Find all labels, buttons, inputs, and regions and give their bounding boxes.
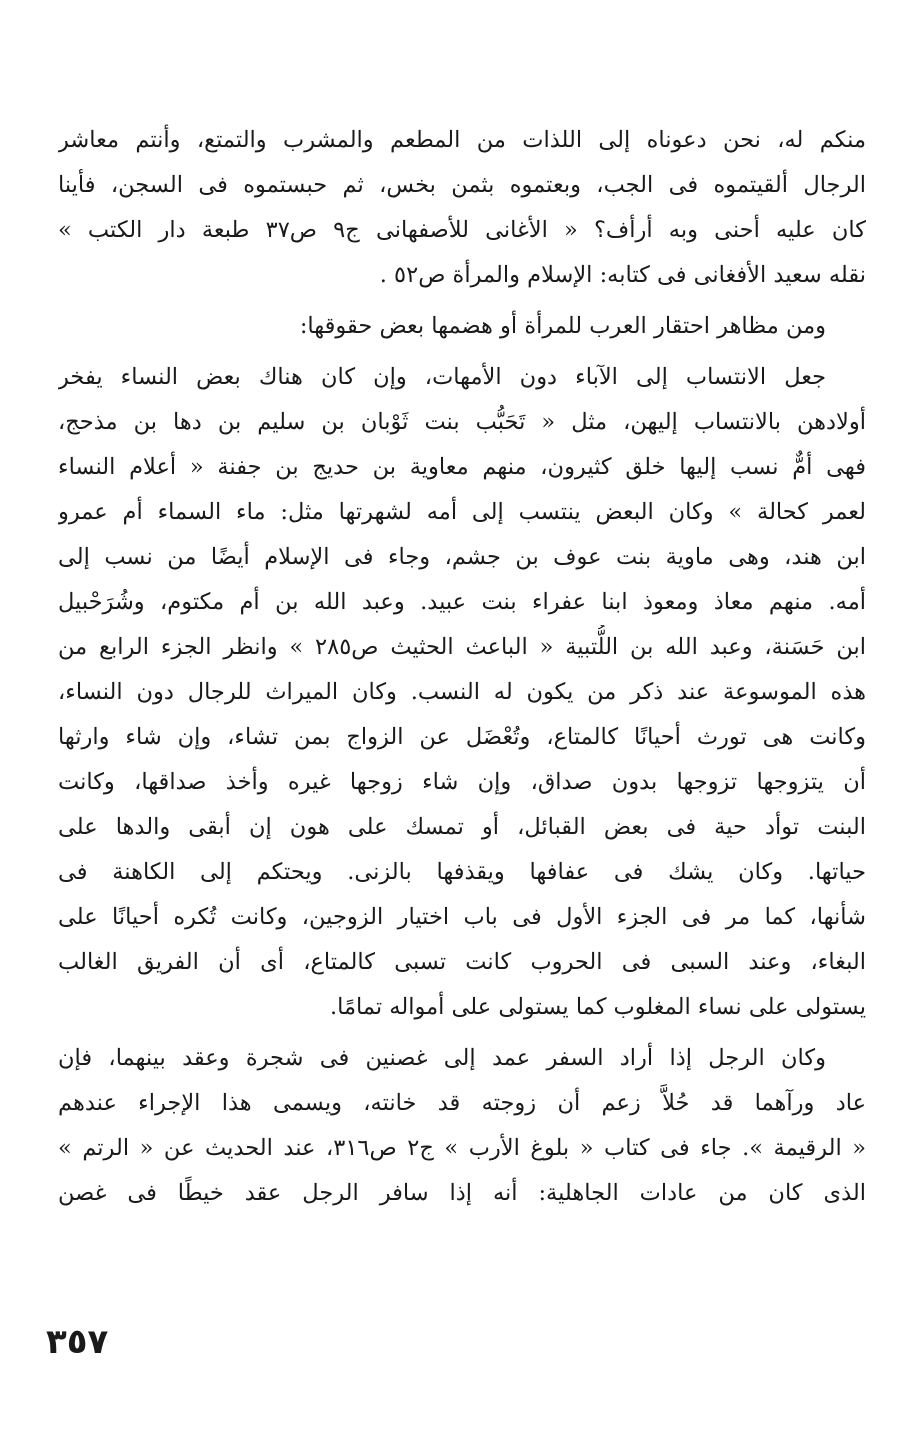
text-line: « الرقيمة ». جاء فى كتاب « بلوغ الأرب » ج٢ ص٣١٦، عند الحديث عن « الرتم »: [58, 1135, 866, 1161]
text-line: هذه الموسوعة عند ذكر من يكون له النسب. وكان الميراث للرجال دون النساء،: [58, 679, 866, 705]
page-number: ٣٥٧: [46, 1322, 109, 1362]
paragraph-2: [58, 304, 866, 349]
text-line: وكانت هى تورث أحيانًا كالمتاع، وتُعْضَل عن الزواج بمن تشاء، وإن شاء وارثها: [58, 724, 866, 750]
paragraph-4: [58, 1036, 866, 1216]
text-line: أمه. منهم معاذ ومعوذ ابنا عفراء بنت عبيد. وعبد الله بن أم مكتوم، وشُرَحْبيل: [58, 589, 866, 615]
text-line: ابن حَسَنة، وعبد الله بن اللُّتبية « الباعث الحثيث ص٢٨٥ » وانظر الجزء الرابع من: [58, 634, 866, 660]
text-line: البنت توأد حية فى بعض القبائل، أو تمسك على هون إن أبقى والدها على: [58, 814, 866, 840]
text-line: الذى كان من عادات الجاهلية: أنه إذا سافر الرجل عقد خيطًا فى غصن: [58, 1180, 866, 1206]
text-line: حياتها. وكان يشك فى عفافها ويقذفها بالزنى. ويحتكم إلى الكاهنة فى: [58, 859, 866, 885]
text-line: نقله سعيد الأفغانى فى كتابه: الإسلام والمرأة ص٥٢ .: [379, 262, 866, 288]
text-line: ابن هند، وهى ماوية بنت عوف بن جشم، وجاء فى الإسلام أيضًا من نسب إلى: [58, 544, 866, 570]
text-line: فهى أمٌّ نسب إليها خلق كثيرون، منهم معاوية بن حديج بن جفنة « أعلام النساء: [58, 454, 866, 480]
paragraph-1: [58, 118, 866, 298]
text-line: لعمر كحالة » وكان البعض ينتسب إلى أمه لشهرتها مثل: ماء السماء أم عمرو: [58, 499, 866, 525]
text-line: أن يتزوجها تزوجها بدون صداق، وإن شاء زوجها غيره وأخذ صداقها، وكانت: [58, 769, 866, 795]
body-text: [58, 118, 866, 1216]
text-line: عاد ورآهما قد حُلاَّ زعم أن زوجته قد خانته، ويسمى هذا الإجراء عندهم: [58, 1090, 866, 1116]
text-line: أولادهن بالانتساب إليهن، مثل « تَحَبُّب بنت ثَوْبان بن سليم بن دها بن مذحج،: [58, 409, 866, 435]
text-line: شأنها، كما مر فى الجزء الأول فى باب اختيار الزوجين، وكانت تُكره أحيانًا على: [58, 904, 866, 930]
text-line: كان عليه أحنى وبه أرأف؟ « الأغانى للأصفهانى ج٩ ص٣٧ طبعة دار الكتب »: [58, 217, 866, 243]
text-line: الرجال ألقيتموه فى الجب، وبعتموه بثمن بخس، ثم حبستموه فى السجن، فأينا: [58, 172, 866, 198]
text-line: منكم له، نحن دعوناه إلى اللذات من المطعم والمشرب والتمتع، وأنتم معاشر: [58, 127, 866, 153]
text-line: البغاء، وعند السبى فى الحروب كانت تسبى كالمتاع، أى أن الفريق الغالب: [58, 949, 866, 975]
text-line: ومن مظاهر احتقار العرب للمرأة أو هضمها بعض حقوقها:: [299, 313, 826, 339]
paragraph-3: [58, 355, 866, 1030]
text-line: وكان الرجل إذا أراد السفر عمد إلى غصنين فى شجرة وعقد بينهما، فإن: [58, 1045, 826, 1071]
text-line: يستولى على نساء المغلوب كما يستولى على أمواله تمامًا.: [329, 994, 866, 1020]
text-line: جعل الانتساب إلى الآباء دون الأمهات، وإن كان هناك بعض النساء يفخر: [58, 364, 826, 390]
